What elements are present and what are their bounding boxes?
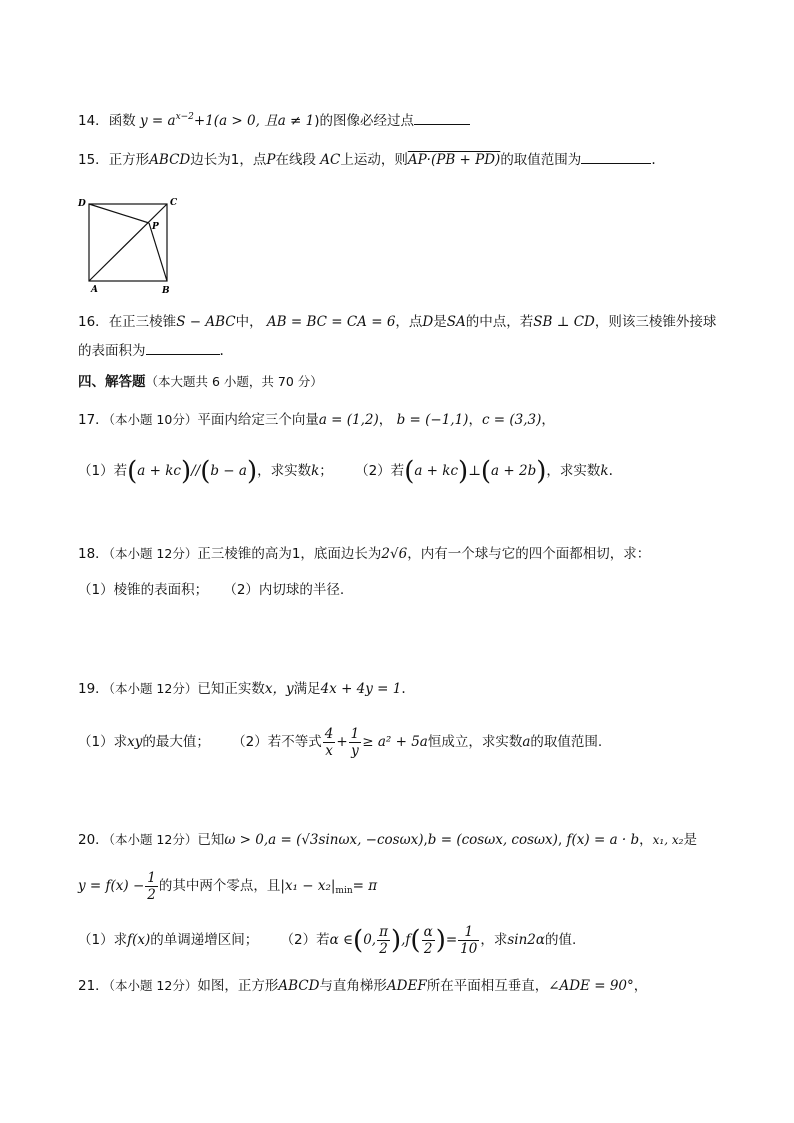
question-17: 17．（本小题 10分）平面内给定三个向量a = (1,2)， b = (−1,1)，c = (3,3)，	[78, 412, 555, 428]
question-number: 19．	[78, 681, 109, 697]
label-d: D	[78, 199, 86, 209]
question-20: 20．（本小题 12分）已知ω > 0,a = (√3sinωx, −cosωx),b = (cosωx, cosωx), f(x) = a · b，x₁, x₂是	[78, 832, 697, 848]
question-20-line2: y = f(x) − $\frac{1}{2}$ 的其中两个零点，且$|x_1 - x_2|_{min}= \pi$	[78, 870, 378, 903]
question-number: 17．	[78, 412, 109, 428]
question-14: 14．函数 $y = a^{x-2}+1(a > 0$, 且a ≠ 1)的图像必经过点	[78, 107, 724, 131]
question-number: 20．	[78, 832, 109, 848]
question-20-parts: （1）求f(x)的单调递增区间； （2）若α ∈(0, $\frac{\pi}{2}$ ),f( $\frac{\alpha}{2}$ )= $\frac{1}{10}$ ，求sin2α的值.	[78, 924, 577, 957]
fraction: $\frac{1}{y}$	[350, 726, 360, 759]
vector-expression: AP·(PB + PD)	[407, 152, 501, 168]
label-a: A	[91, 285, 98, 295]
answer-blank[interactable]	[414, 112, 470, 125]
question-19-parts: （1）求xy的最大值； （2）若不等式 $\frac{4}{x}$ + $\frac{1}{y}$ ≥ a² + 5a恒成立，求实数a的取值范围.	[78, 726, 603, 759]
fraction: $\frac{1}{10}$	[460, 924, 478, 957]
section-heading: 四、解答题（本大题共 6 小题，共 70 分）	[78, 374, 323, 390]
question-number: 21．	[78, 978, 109, 994]
label-p: P	[152, 222, 159, 232]
square-figure	[76, 196, 186, 296]
function-expression: y = a	[139, 113, 176, 129]
question-18: 18．（本小题 12分）正三棱锥的高为1，底面边长为2√6，内有一个球与它的四个面都相切，求：	[78, 546, 651, 562]
fraction: $\frac{\pi}{2}$	[379, 924, 388, 957]
question-21: 21．（本小题 12分）如图，正方形ABCD与直角梯形ADEF所在平面相互垂直，∠ADE = 90°，	[78, 978, 648, 994]
question-number: 15．	[78, 152, 109, 168]
question-number: 16．	[78, 314, 109, 330]
question-18-parts: （1）棱锥的表面积； （2）内切球的半径.	[78, 582, 345, 598]
question-16-line2: 的表面积为 .	[78, 343, 224, 359]
question-17-parts: （1）若(a + kc)//(b − a)，求实数k； （2）若(a + kc)⊥(a + 2b)，求实数k.	[78, 456, 613, 487]
answer-blank[interactable]	[581, 151, 651, 164]
fraction: $\frac{\alpha}{2}$	[423, 924, 433, 957]
question-number: 14．	[78, 113, 109, 129]
label-b: B	[162, 286, 170, 296]
question-number: 18．	[78, 546, 109, 562]
segment-pd	[89, 204, 149, 223]
question-15: 15．正方形ABCD边长为1，点P在线段 AC上运动，则AP·(PB + PD)的取值范围为 .	[78, 152, 656, 168]
label-c: C	[170, 198, 178, 208]
question-16: 16．在正三棱锥S − ABC中， AB = BC = CA = 6，点D是SA的中点，若SB ⊥ CD，则该三棱锥外接球	[78, 314, 717, 330]
fraction: $\frac{1}{2}$	[147, 870, 156, 903]
question-19: 19．（本小题 12分）已知正实数x，y满足4x + 4y = 1.	[78, 681, 406, 697]
answer-blank[interactable]	[146, 342, 220, 355]
section-title: 四、解答题	[78, 374, 146, 390]
fraction: $\frac{4}{x}$	[324, 726, 334, 759]
